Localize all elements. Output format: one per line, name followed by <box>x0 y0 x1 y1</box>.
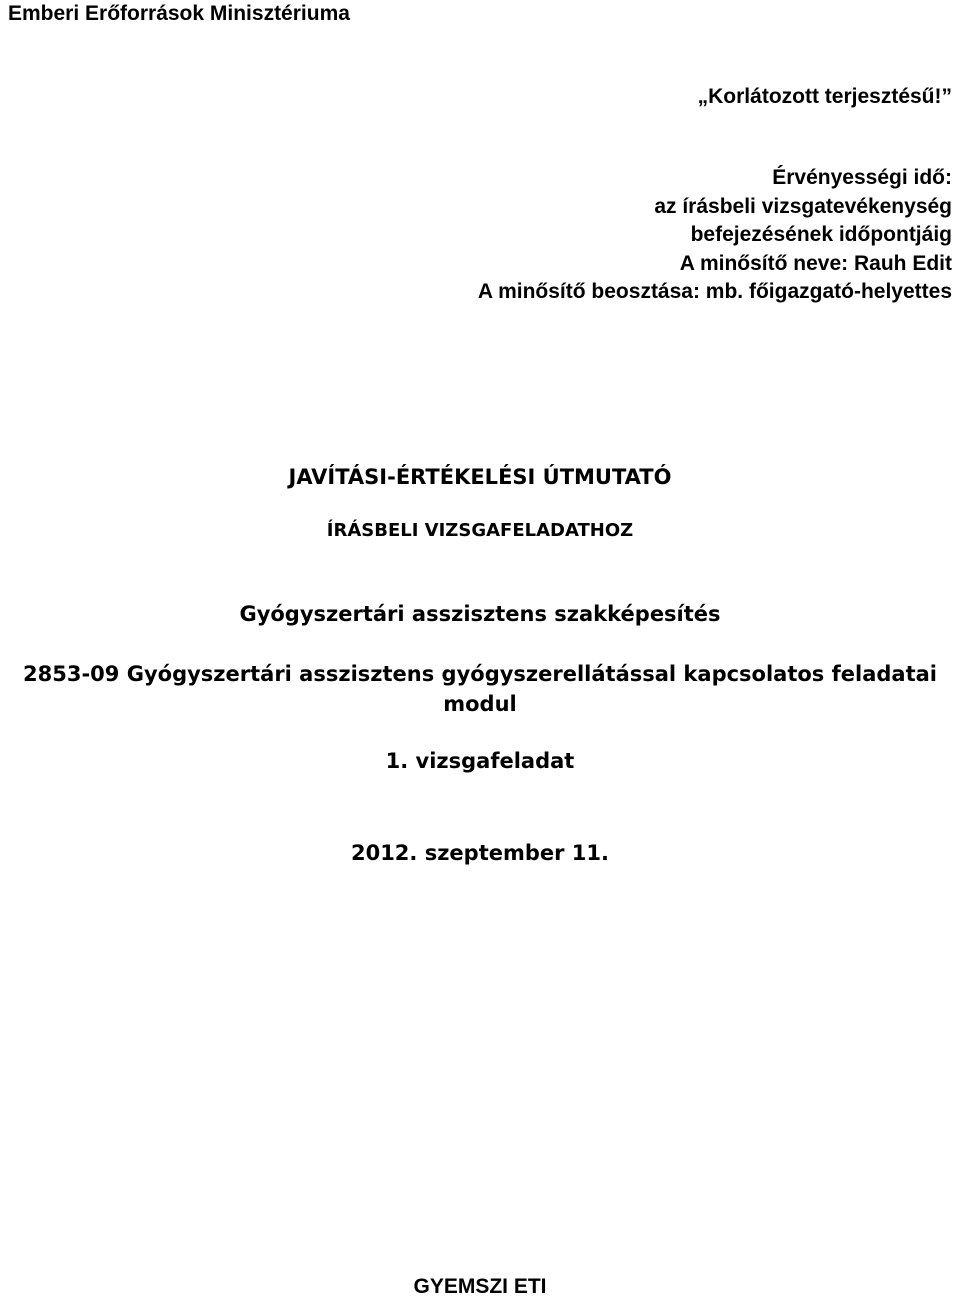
exam-task: 1. vizsgafeladat <box>385 749 575 773</box>
validity-line-scope: az írásbeli vizsgatevékenység <box>654 194 952 218</box>
validity-line-title: Érvényességi idő: <box>772 166 952 189</box>
footer-institution: GYEMSZI ETI <box>413 1275 547 1298</box>
classifier-position: A minősítő beosztása: mb. főigazgató-helyettes <box>477 280 952 303</box>
module-name <box>0 659 960 719</box>
module-name-line-2: modul <box>443 692 517 716</box>
validity-block <box>478 164 952 307</box>
restriction-notice: „Korlátozott terjesztésű!” <box>697 85 952 108</box>
qualification-name: Gyógyszertári asszisztens szakképesítés <box>239 602 721 626</box>
document-title: JAVÍTÁSI-ÉRTÉKELÉSI ÚTMUTATÓ <box>288 465 672 489</box>
validity-line-deadline: befejezésének időpontjáig <box>690 223 952 246</box>
module-name-line-1: 2853-09 Gyógyszertári asszisztens gyógyszerellátással kapcsolatos feladatai <box>23 662 937 686</box>
classifier-name: A minősítő neve: Rauh Edit <box>679 251 952 275</box>
exam-date: 2012. szeptember 11. <box>350 841 610 865</box>
document-subtitle: ÍRÁSBELI VIZSGAFELADATHOZ <box>326 520 634 541</box>
ministry-name: Emberi Erőforrások Minisztériuma <box>8 2 350 25</box>
